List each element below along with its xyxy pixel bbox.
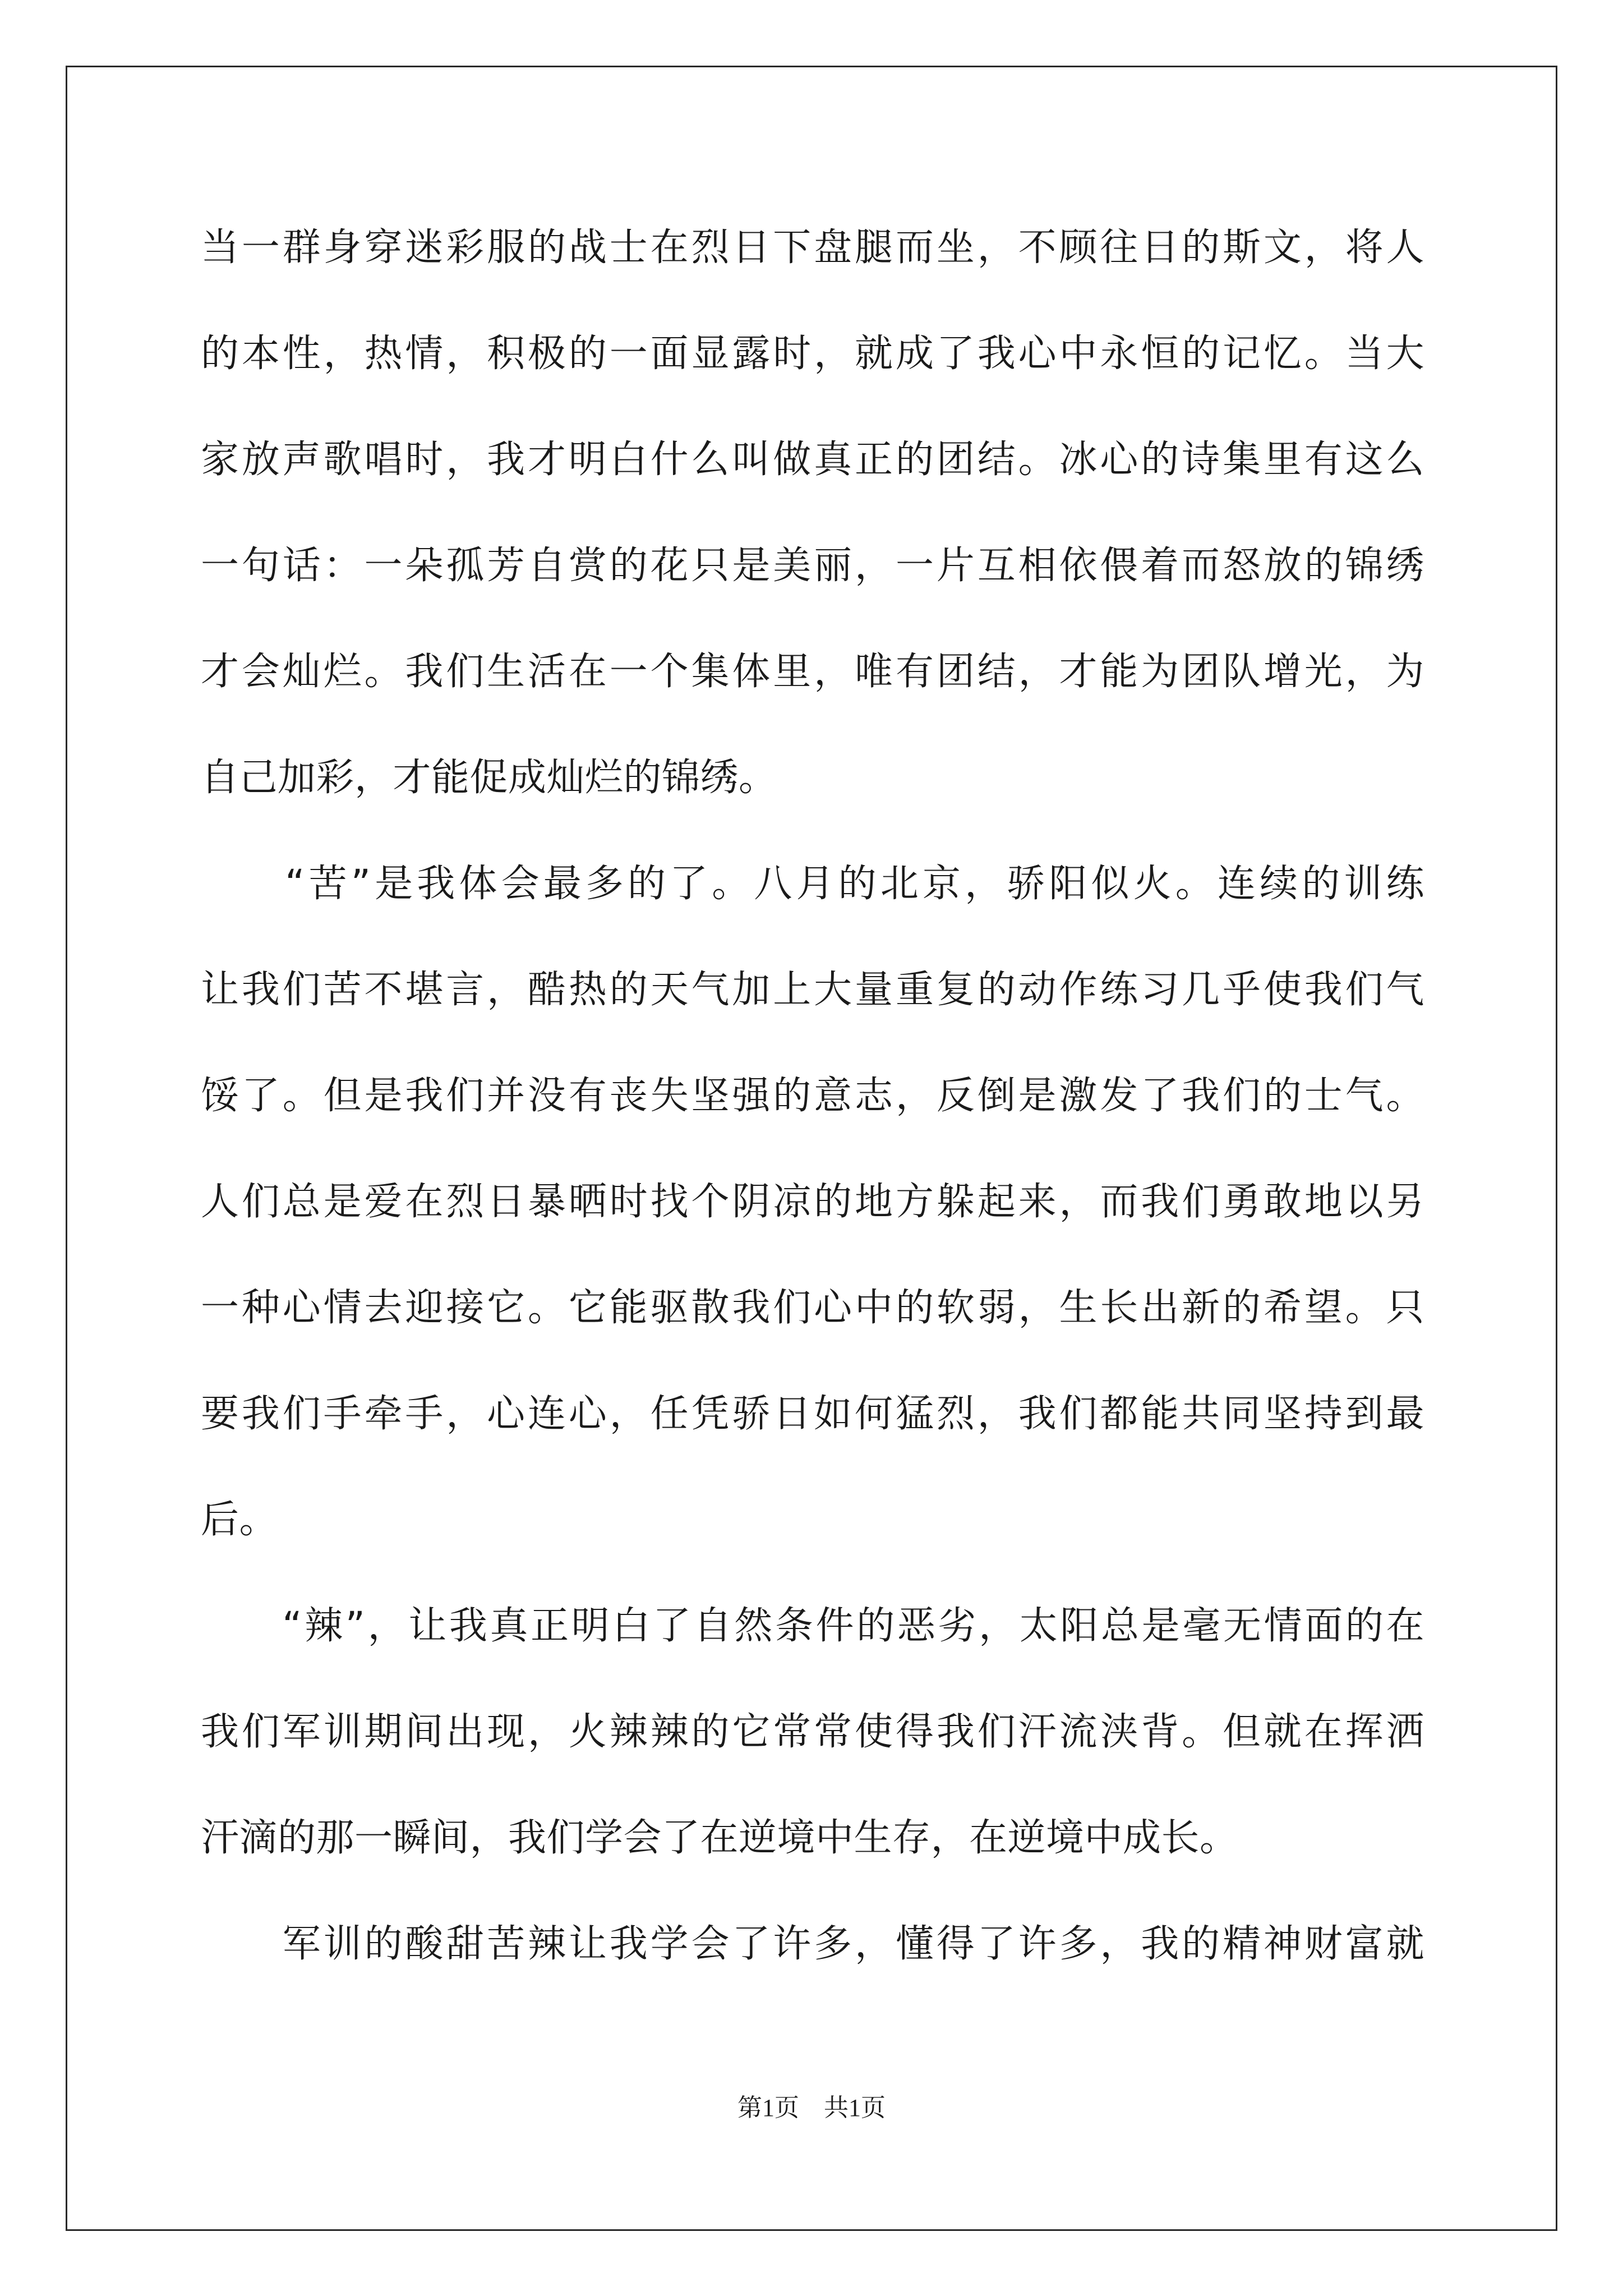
text-line: 才会灿烂。我们生活在一个集体里，唯有团结，才能为团队增光，为 [201,650,1424,694]
text-line: 的本性，热情，积极的一面显露时，就成了我心中永恒的记忆。当大 [201,332,1424,376]
text-line: 让我们苦不堪言，酷热的天气加上大量重复的动作练习几乎使我们气 [201,968,1424,1012]
text-line: 军训的酸甜苦辣让我学会了许多，懂得了许多，我的精神财富就 [201,1922,1424,1966]
page-border [66,66,1557,2231]
page-number-footer: 第1页 共1页 [737,2094,886,2122]
text-line: 后。 [201,1498,278,1542]
text-line: 人们总是爱在烈日暴晒时找个阴凉的地方躲起来，而我们勇敢地以另 [201,1180,1424,1224]
text-line: 要我们手牵手，心连心，任凭骄日如何猛烈，我们都能共同坚持到最 [201,1392,1424,1436]
text-line: 我们军训期间出现，火辣辣的它常常使得我们汗流浃背。但就在挥洒 [201,1710,1424,1754]
text-line: 家放声歌唱时，我才明白什么叫做真正的团结。冰心的诗集里有这么 [201,438,1424,482]
text-line: “苦”是我体会最多的了。八月的北京，骄阳似火。连续的训练 [201,862,1424,906]
text-line: 一句话：一朵孤芳自赏的花只是美丽，一片互相依偎着而怒放的锦绣 [201,544,1424,588]
text-line: 当一群身穿迷彩服的战士在烈日下盘腿而坐，不顾往日的斯文，将人 [201,226,1424,270]
text-line: 一种心情去迎接它。它能驱散我们心中的软弱，生长出新的希望。只 [201,1286,1424,1330]
text-line: 自己加彩，才能促成灿烂的锦绣。 [201,756,777,800]
text-line: “辣”，让我真正明白了自然条件的恶劣，太阳总是毫无情面的在 [201,1604,1424,1648]
text-line: 汗滴的那一瞬间，我们学会了在逆境中生存，在逆境中成长。 [201,1816,1238,1860]
text-line: 馁了。但是我们并没有丧失坚强的意志，反倒是激发了我们的士气。 [201,1074,1424,1118]
